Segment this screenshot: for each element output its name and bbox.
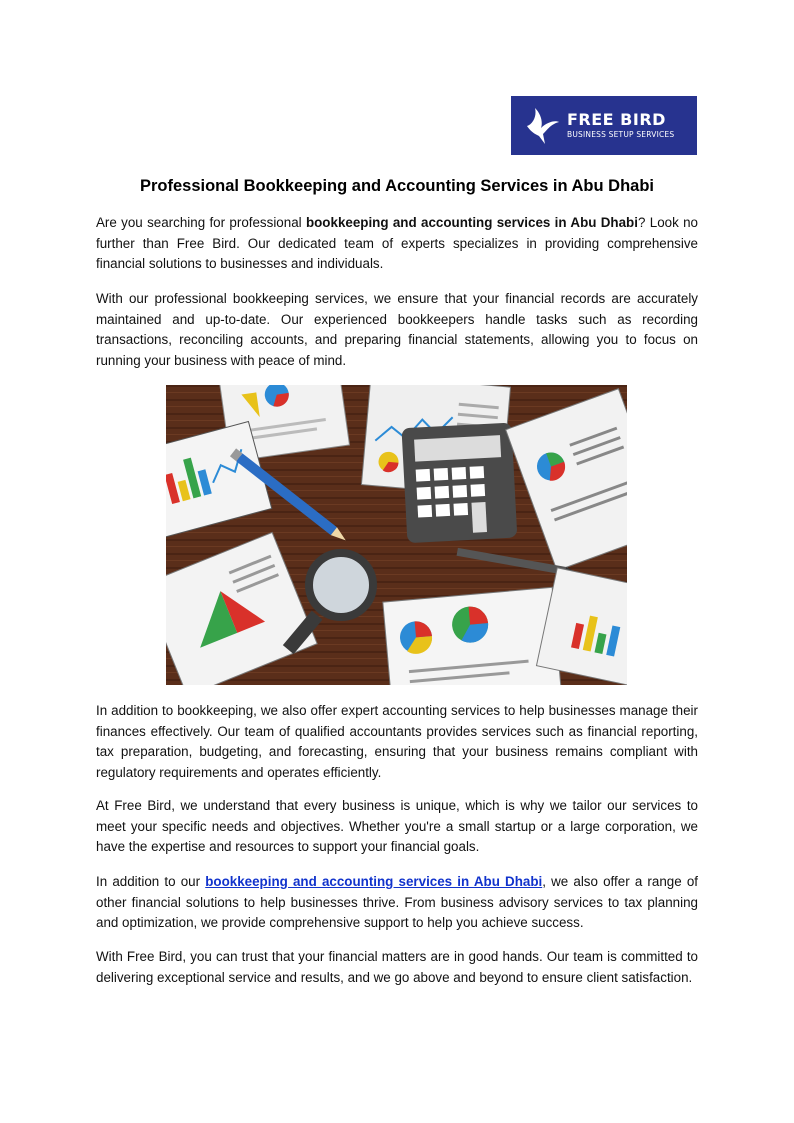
other-solutions-paragraph [96,872,698,934]
intro-text-end: ? Look no further than Free Bird. Our dedicated team of experts specializes in providing comprehensive financial solutions to businesses and individuals. [96,215,698,272]
other-solutions-text-start: In addition to our [96,874,206,889]
intro-paragraph [96,213,698,275]
closing-paragraph: With Free Bird, you can trust that your financial matters are in good hands. Our team is committed to delivering exceptional service and results, and we go above and beyond to ensure client satisfaction. [96,949,698,985]
services-link[interactable]: bookkeeping and accounting services in Abu Dhabi [205,874,543,889]
bookkeeping-paragraph: With our professional bookkeeping services, we ensure that your financial records are accurately maintained and up-to-date. Our experienced bookkeepers handle tasks such as recording transactions, reconciling accounts, and preparing financial statements, allowing you to focus on running your business with peace of mind. [96,291,698,368]
other-solutions-text-end: , we also offer a range of other financial solutions to help businesses thrive. From business advisory services to tax planning and optimization, we provide comprehensive support to help you achieve success. [96,874,698,931]
logo-name: FREE BIRD [567,110,666,130]
tailored-services-paragraph: At Free Bird, we understand that every business is unique, which is why we tailor our services to meet your specific needs and objectives. Whether you're a small startup or a large corporation, we have the expertise and resources to support your financial goals. [96,798,698,855]
intro-bold-keyword: bookkeeping and accounting services in Abu Dhabi [305,215,638,230]
logo-tagline: BUSINESS SETUP SERVICES [567,130,675,140]
intro-text-start: Are you searching for professional [96,215,306,230]
bird-logo-icon [521,104,561,148]
page-title: Professional Bookkeeping and Accounting Services in Abu Dhabi [139,177,655,195]
accounting-paragraph: In addition to bookkeeping, we also offer expert accounting services to help businesses manage their finances effectively. Our team of qualified accountants provides services such as financial reporting, tax preparation, budgeting, and forecasting, ensuring that your business remains compliant with regulatory requirements and operates efficiently. [96,703,698,780]
free-bird-logo [511,96,697,155]
accounting-illustration [166,385,627,685]
